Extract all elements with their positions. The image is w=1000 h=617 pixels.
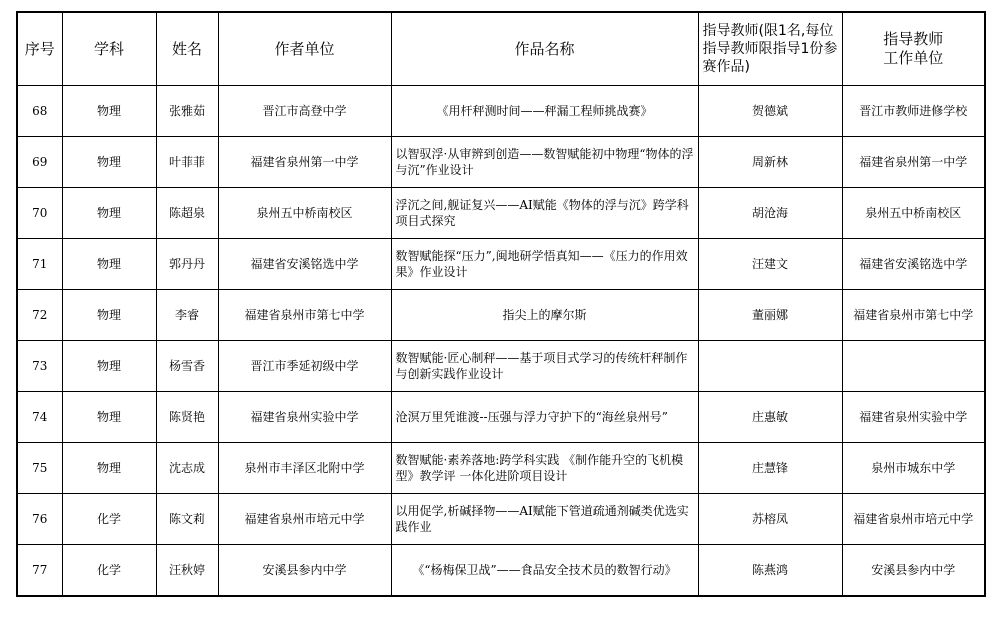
- header-work: 作品名称: [391, 12, 698, 86]
- table-row: [17, 341, 985, 392]
- cell-unit: 晋江市季延初级中学: [218, 341, 391, 392]
- header-teacher-unit: 指导教师 工作单位: [842, 12, 985, 86]
- cell-no: 73: [17, 341, 62, 392]
- cell-no: 77: [17, 545, 62, 597]
- table-row: [17, 545, 985, 597]
- cell-teacher-unit: 泉州五中桥南校区: [842, 188, 985, 239]
- header-subject: 学科: [62, 12, 156, 86]
- cell-teacher-unit: [842, 341, 985, 392]
- cell-teacher: 周新林: [698, 137, 842, 188]
- cell-subject: 化学: [62, 545, 156, 597]
- cell-unit: 福建省泉州市第七中学: [218, 290, 391, 341]
- cell-teacher: 胡沧海: [698, 188, 842, 239]
- cell-work: 浮沉之间,舰证复兴——AI赋能《物体的浮与沉》跨学科项目式探究: [391, 188, 698, 239]
- cell-teacher-unit: 福建省安溪铭选中学: [842, 239, 985, 290]
- table-row: [17, 494, 985, 545]
- cell-no: 68: [17, 86, 62, 137]
- cell-subject: 物理: [62, 86, 156, 137]
- table-row: [17, 239, 985, 290]
- cell-teacher-unit: 福建省泉州市培元中学: [842, 494, 985, 545]
- cell-name: 陈贤艳: [156, 392, 218, 443]
- cell-unit: 安溪县参内中学: [218, 545, 391, 597]
- table-row: [17, 392, 985, 443]
- cell-subject: 物理: [62, 290, 156, 341]
- cell-teacher-unit: 福建省泉州实验中学: [842, 392, 985, 443]
- cell-teacher: 庄惠敏: [698, 392, 842, 443]
- cell-name: 杨雪香: [156, 341, 218, 392]
- cell-no: 74: [17, 392, 62, 443]
- cell-unit: 泉州五中桥南校区: [218, 188, 391, 239]
- cell-no: 72: [17, 290, 62, 341]
- header-unit: 作者单位: [218, 12, 391, 86]
- cell-subject: 物理: [62, 341, 156, 392]
- cell-work: 《“杨梅保卫战”——食品安全技术员的数智行动》: [391, 545, 698, 597]
- cell-teacher-unit: 泉州市城东中学: [842, 443, 985, 494]
- cell-teacher: [698, 341, 842, 392]
- cell-work: 指尖上的摩尔斯: [391, 290, 698, 341]
- cell-subject: 物理: [62, 392, 156, 443]
- cell-name: 郭丹丹: [156, 239, 218, 290]
- cell-unit: 晋江市高登中学: [218, 86, 391, 137]
- cell-teacher: 庄慧锋: [698, 443, 842, 494]
- cell-no: 75: [17, 443, 62, 494]
- cell-no: 70: [17, 188, 62, 239]
- cell-teacher-unit: 福建省泉州市第七中学: [842, 290, 985, 341]
- cell-subject: 物理: [62, 443, 156, 494]
- cell-work: 以智驭浮·从审辨到创造——数智赋能初中物理“物体的浮与沉”作业设计: [391, 137, 698, 188]
- cell-subject: 化学: [62, 494, 156, 545]
- cell-subject: 物理: [62, 188, 156, 239]
- table-row: [17, 290, 985, 341]
- cell-name: 陈文莉: [156, 494, 218, 545]
- cell-teacher: 贺德斌: [698, 86, 842, 137]
- cell-name: 李睿: [156, 290, 218, 341]
- header-row: [17, 12, 985, 86]
- table-row: [17, 137, 985, 188]
- cell-name: 叶菲菲: [156, 137, 218, 188]
- cell-unit: 福建省泉州市培元中学: [218, 494, 391, 545]
- cell-unit: 福建省安溪铭选中学: [218, 239, 391, 290]
- table-row: [17, 86, 985, 137]
- cell-work: 数智赋能·匠心制秤——基于项目式学习的传统杆秤制作与创新实践作业设计: [391, 341, 698, 392]
- header-teacher: 指导教师(限1名,每位指导教师限指导1份参赛作品): [698, 12, 842, 86]
- cell-unit: 福建省泉州第一中学: [218, 137, 391, 188]
- table-row: [17, 188, 985, 239]
- cell-teacher-unit: 晋江市教师进修学校: [842, 86, 985, 137]
- cell-teacher: 董丽娜: [698, 290, 842, 341]
- cell-name: 陈超泉: [156, 188, 218, 239]
- cell-subject: 物理: [62, 137, 156, 188]
- cell-work: 以用促学,析碱择物——AI赋能下管道疏通剂碱类优选实践作业: [391, 494, 698, 545]
- cell-unit: 福建省泉州实验中学: [218, 392, 391, 443]
- cell-work: 《用杆秤测时间——秤漏工程师挑战赛》: [391, 86, 698, 137]
- cell-work: 沧溟万里凭谁渡--压强与浮力守护下的“海丝泉州号”: [391, 392, 698, 443]
- cell-name: 沈志成: [156, 443, 218, 494]
- cell-work: 数智赋能探“压力”,闽地研学悟真知——《压力的作用效果》作业设计: [391, 239, 698, 290]
- cell-unit: 泉州市丰泽区北附中学: [218, 443, 391, 494]
- cell-no: 71: [17, 239, 62, 290]
- cell-work: 数智赋能·素养落地:跨学科实践 《制作能升空的飞机模型》教学评 一体化进阶项目设计: [391, 443, 698, 494]
- cell-teacher: 陈燕鸿: [698, 545, 842, 597]
- cell-teacher: 汪建文: [698, 239, 842, 290]
- entries-table: [16, 11, 986, 597]
- cell-teacher-unit: 福建省泉州第一中学: [842, 137, 985, 188]
- cell-name: 张雅茹: [156, 86, 218, 137]
- cell-no: 69: [17, 137, 62, 188]
- cell-subject: 物理: [62, 239, 156, 290]
- cell-name: 汪秋婷: [156, 545, 218, 597]
- cell-no: 76: [17, 494, 62, 545]
- table-row: [17, 443, 985, 494]
- cell-teacher: 苏榕凤: [698, 494, 842, 545]
- cell-teacher-unit: 安溪县参内中学: [842, 545, 985, 597]
- header-no: 序号: [17, 12, 62, 86]
- header-name: 姓名: [156, 12, 218, 86]
